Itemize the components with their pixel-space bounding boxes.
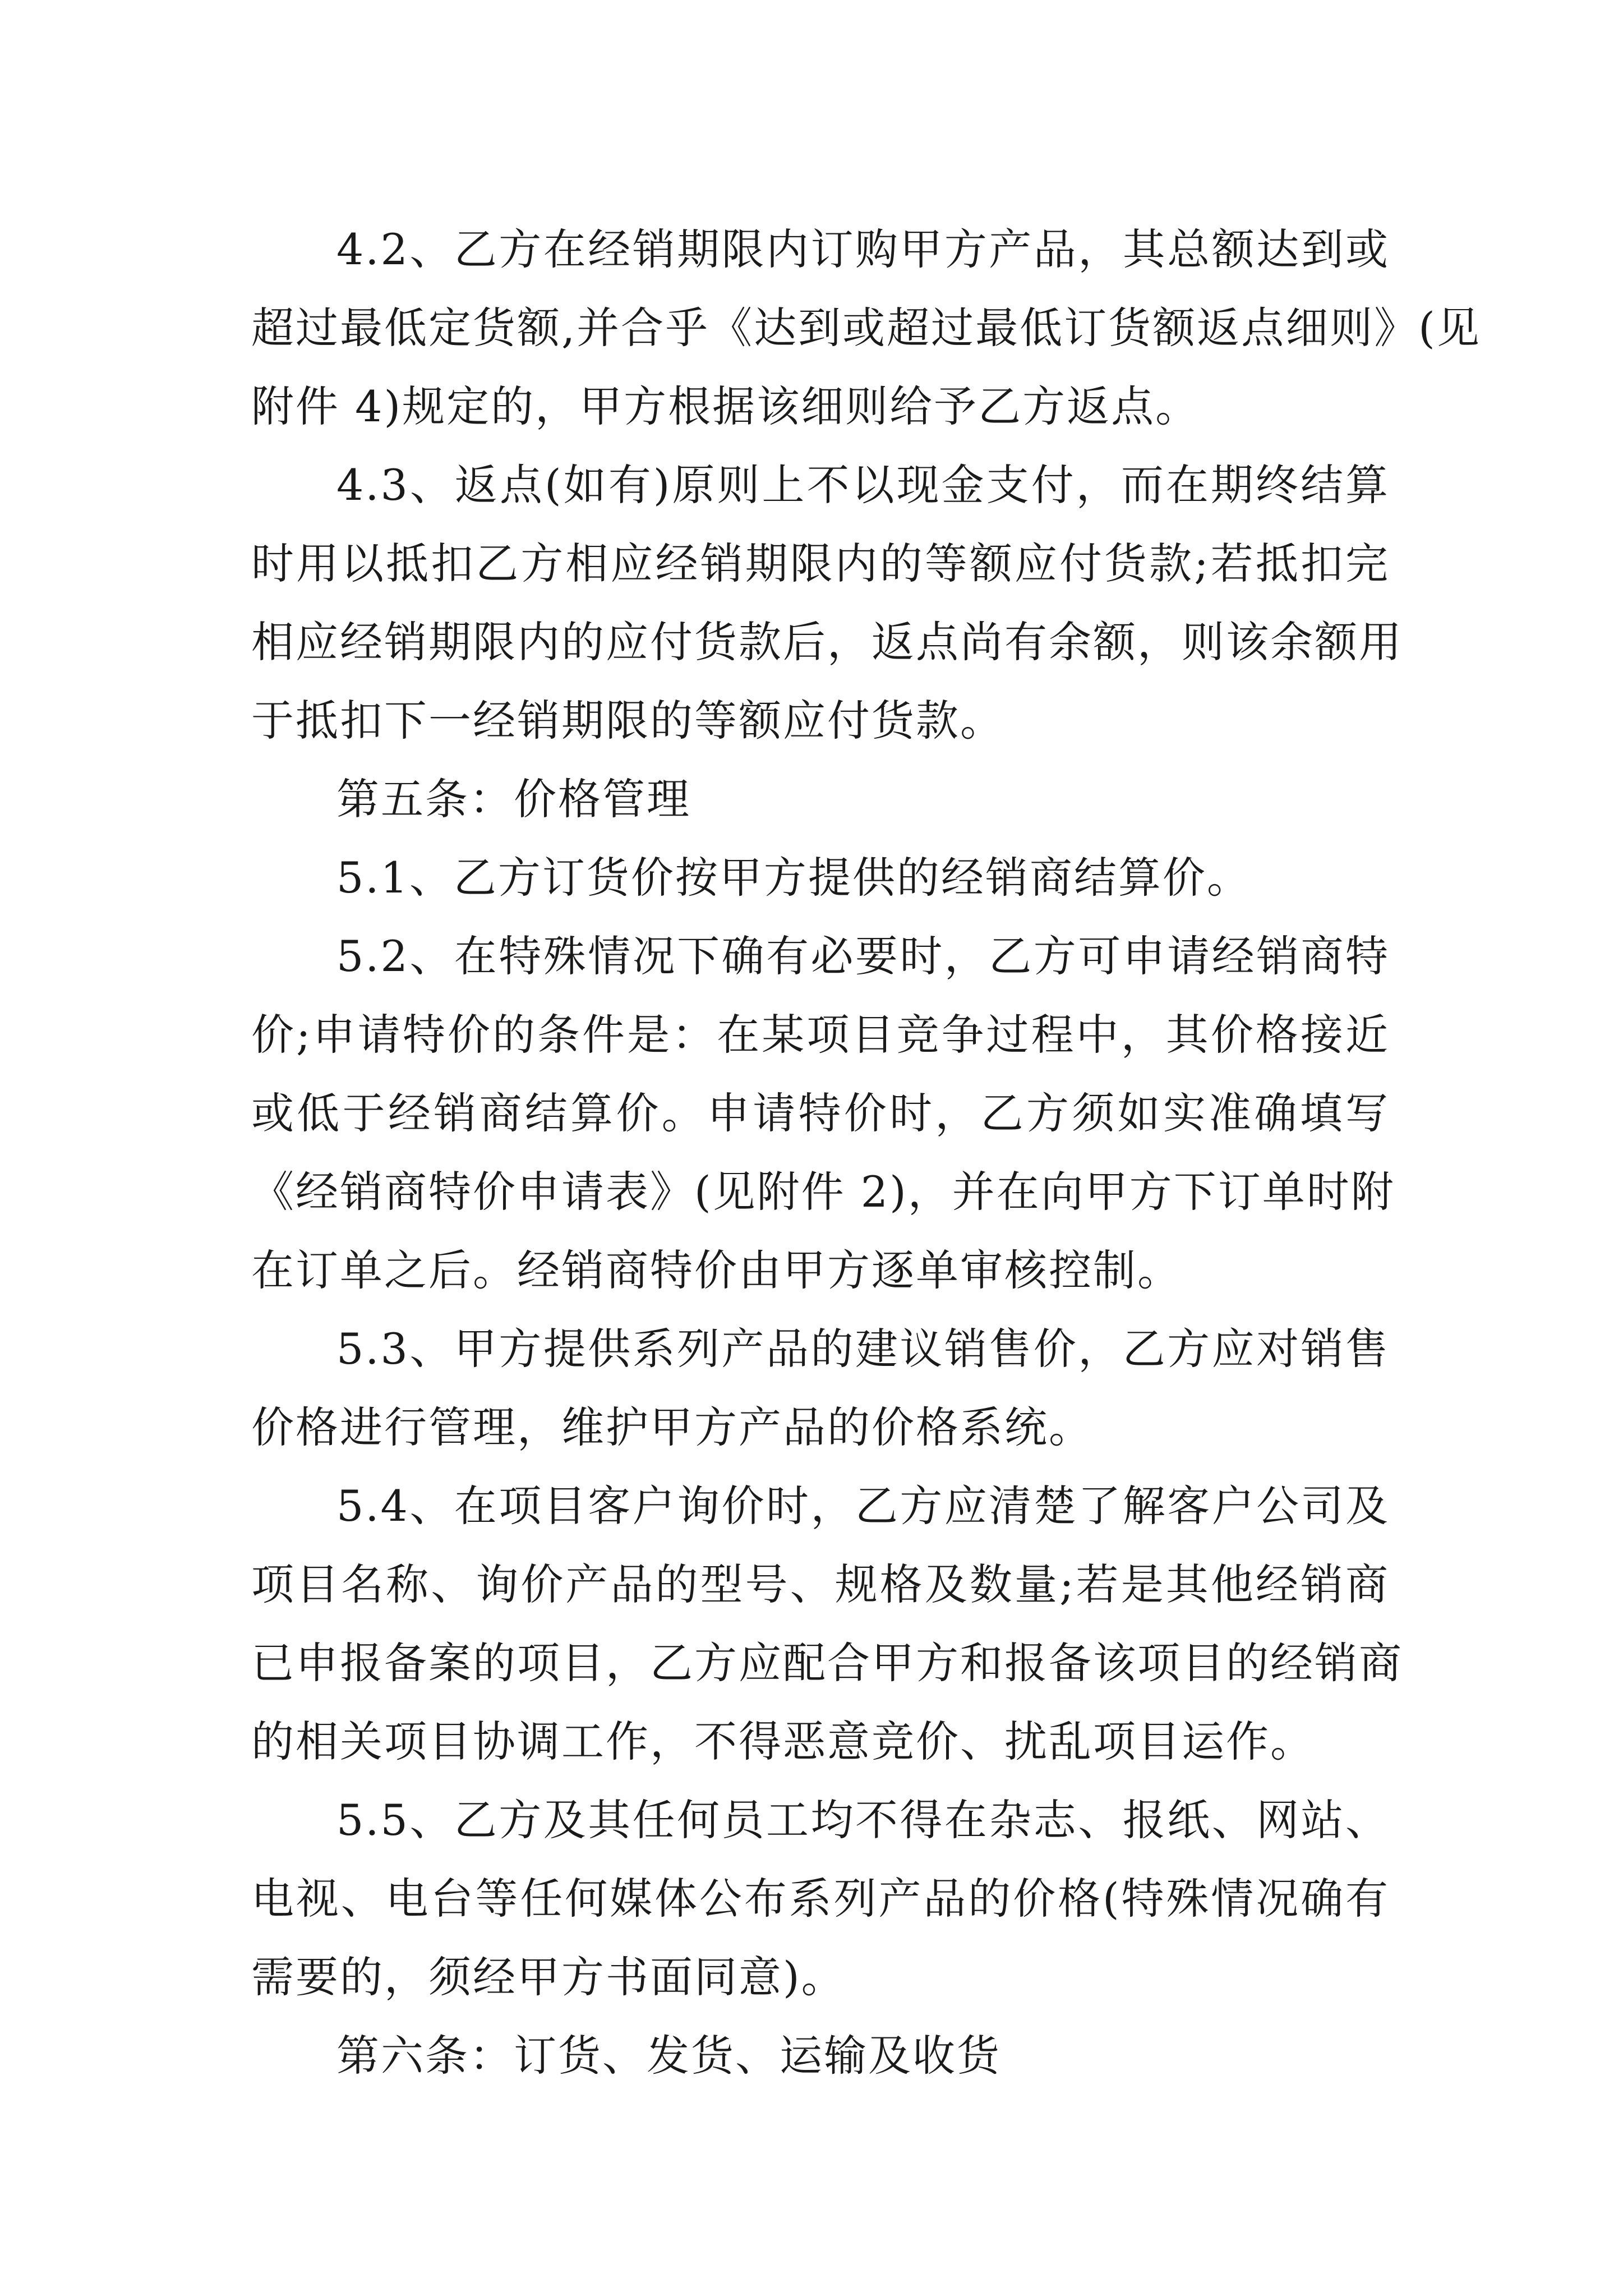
document-page <box>251 210 1481 2095</box>
section-title: 第五条：价格管理 <box>336 774 691 824</box>
text-line: 5.3、甲方提供系列产品的建议销售价，乙方应对销售 <box>336 1324 1390 1374</box>
text-line: 价;申请特价的条件是：在某项目竞争过程中，其价格接近 <box>251 1010 1390 1060</box>
text-line: 的相关项目协调工作，不得恶意竞价、扰乱项目运作。 <box>251 1717 1315 1766</box>
text-line: 5.4、在项目客户询价时，乙方应清楚了解客户公司及 <box>336 1481 1390 1531</box>
paragraph-5-1 <box>251 839 1390 917</box>
text-line: 时用以抵扣乙方相应经销期限内的等额应付货款;若抵扣完 <box>251 539 1390 588</box>
text-line: 电视、电台等任何媒体公布系列产品的价格(特殊情况确有 <box>251 1874 1390 1924</box>
text-line: 在订单之后。经销商特价由甲方逐单审核控制。 <box>251 1245 1182 1295</box>
text-line: 4.3、返点(如有)原则上不以现金支付，而在期终结算 <box>336 460 1390 510</box>
text-line: 《经销商特价申请表》(见附件 2)，并在向甲方下订单时附 <box>251 1167 1395 1217</box>
text-line: 于抵扣下一经销期限的等额应付货款。 <box>251 696 1004 746</box>
paragraph-4-3 <box>251 446 1403 760</box>
text-line: 项目名称、询价产品的型号、规格及数量;若是其他经销商 <box>251 1559 1390 1609</box>
text-line: 价格进行管理，维护甲方产品的价格系统。 <box>251 1402 1093 1452</box>
text-line: 5.2、在特殊情况下确有必要时，乙方可申请经销商特 <box>336 931 1390 981</box>
text-line: 需要的，须经甲方书面同意)。 <box>251 1952 846 2002</box>
paragraph-5-4 <box>251 1467 1403 1781</box>
paragraph-5-5 <box>251 1781 1390 2017</box>
section-heading-6 <box>251 2017 1390 2095</box>
paragraph-5-3 <box>251 1310 1390 1467</box>
text-line: 已申报备案的项目，乙方应配合甲方和报备该项目的经销商 <box>251 1638 1403 1688</box>
text-line: 或低于经销商结算价。申请特价时，乙方须如实准确填写 <box>251 1088 1390 1138</box>
text-line: 5.1、乙方订货价按甲方提供的经销商结算价。 <box>336 853 1251 903</box>
section-heading-5 <box>251 760 1390 839</box>
section-title: 第六条：订货、发货、运输及收货 <box>336 2031 1001 2081</box>
text-line: 4.2、乙方在经销期限内订购甲方产品，其总额达到或 <box>336 224 1390 274</box>
paragraph-5-2 <box>251 917 1395 1310</box>
text-line: 5.5、乙方及其任何员工均不得在杂志、报纸、网站、 <box>336 1795 1390 1845</box>
paragraph-4-2 <box>251 210 1481 446</box>
text-line: 超过最低定货额,并合乎《达到或超过最低订货额返点细则》(见 <box>251 303 1481 353</box>
text-line: 附件 4)规定的，甲方根据该细则给予乙方返点。 <box>251 381 1200 431</box>
text-line: 相应经销期限内的应付货款后，返点尚有余额，则该余额用 <box>251 617 1403 667</box>
